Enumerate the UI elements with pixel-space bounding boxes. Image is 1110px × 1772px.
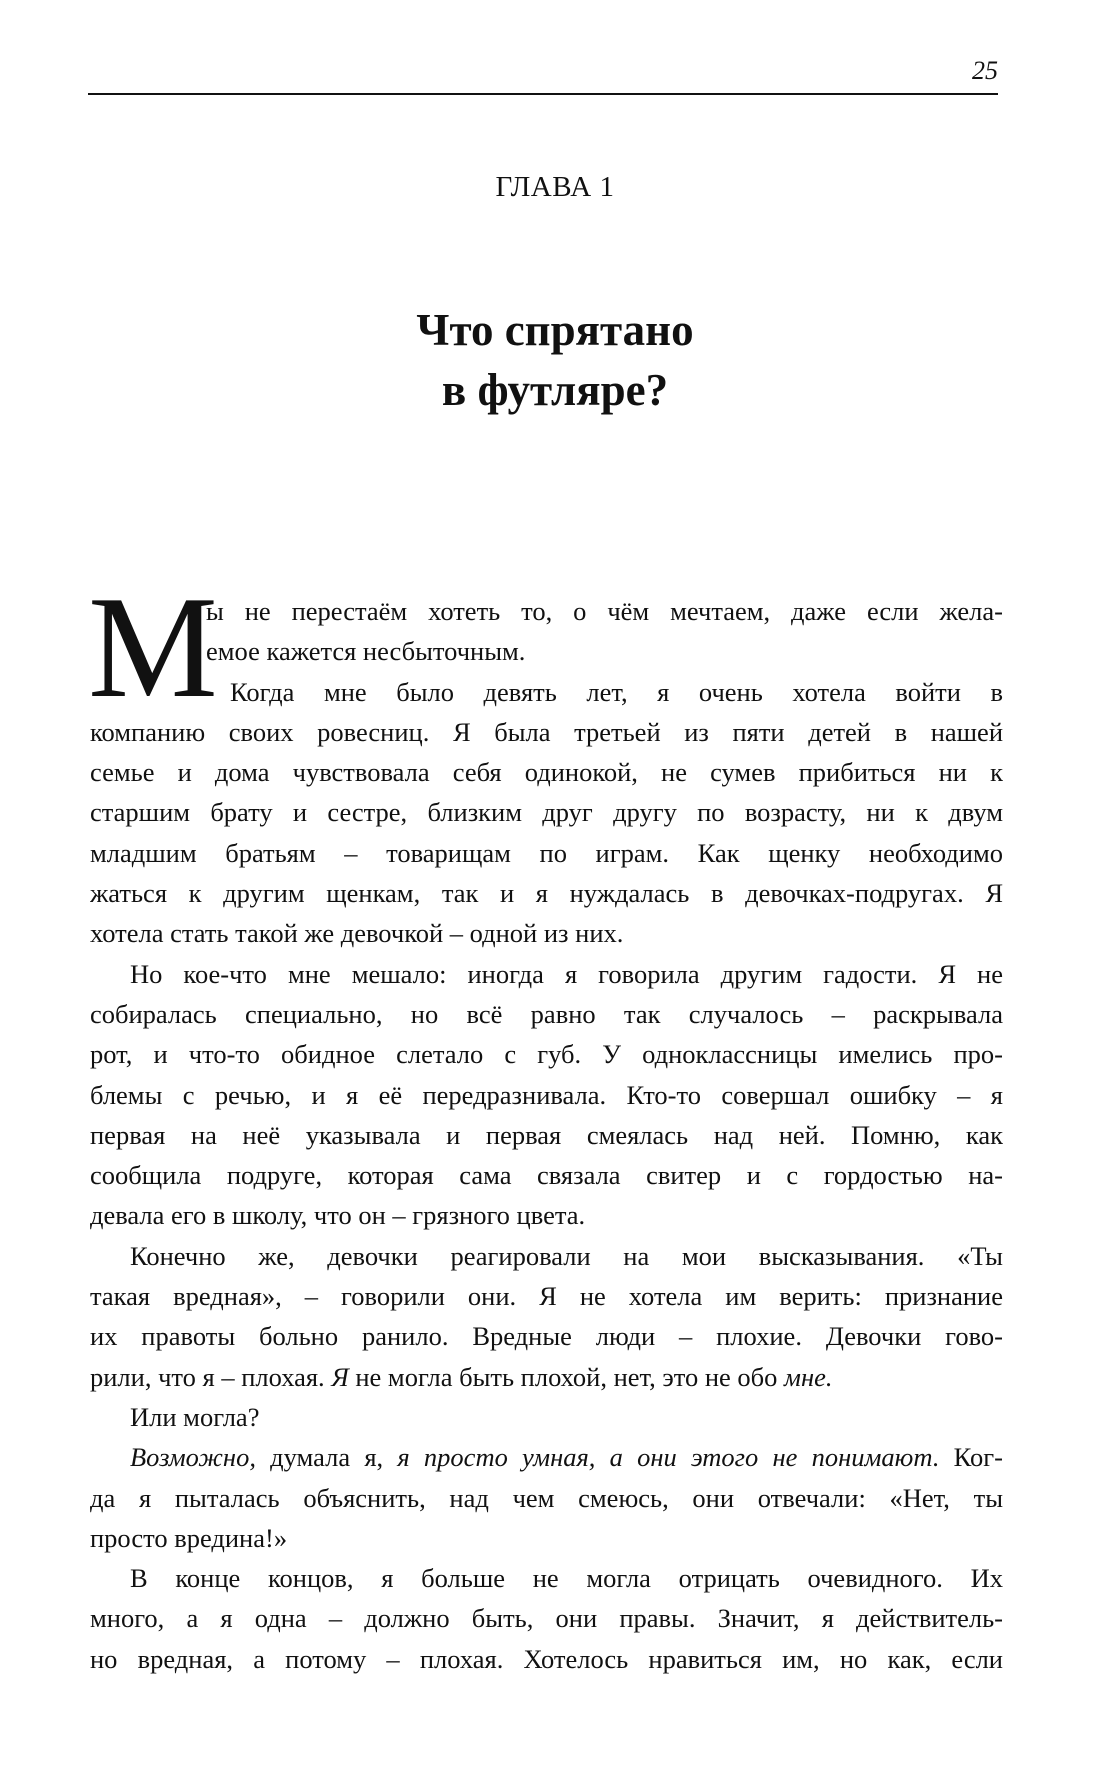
text-line: такая вредная», – говорили они. Я не хотела им верить: признание xyxy=(90,1281,1003,1312)
text-line: емое кажется несбыточным. xyxy=(206,636,526,667)
text-line: блемы с речью, и я её передразнивала. Кто-то совершал ошибку – я xyxy=(90,1079,1003,1110)
text-line: просто вредина!» xyxy=(90,1522,288,1553)
text-line: Но кое-что мне мешало: иногда я говорила другим гадости. Я не xyxy=(130,958,1003,989)
page-number: 25 xyxy=(972,56,998,85)
text-line: Конечно же, девочки реагировали на мои высказывания. «Ты xyxy=(130,1240,1003,1271)
chapter-title xyxy=(0,300,1110,420)
text-line: рот, и что-то обидное слетало с губ. У одноклассницы имелись про- xyxy=(90,1039,1003,1070)
text-line: Когда мне было девять лет, я очень хотела войти в xyxy=(230,676,1003,707)
text-line: первая на неё указывала и первая смеялась над ней. Помню, как xyxy=(90,1119,1003,1150)
text-line: семье и дома чувствовала себя одинокой, не сумев прибиться ни к xyxy=(90,757,1003,788)
text-line-mixed: рили, что я – плохая. Я не могла быть плохой, нет, это не обо мне. xyxy=(90,1361,833,1392)
text-line: ы не перестаём хотеть то, о чём мечтаем, даже если жела- xyxy=(206,596,1003,626)
text-line: сообщила подруге, которая сама связала свитер и с гордостью на- xyxy=(90,1160,1003,1191)
chapter-label: ГЛАВА 1 xyxy=(495,171,615,203)
chapter-title-line-1: Что спрятано xyxy=(416,305,694,355)
text-line: старшим брату и сестре, близким друг другу по возрасту, ни к двум xyxy=(90,797,1003,828)
text-line: много, а я одна – должно быть, они правы. Значит, я действитель- xyxy=(90,1603,1003,1634)
chapter-title-line-2: в футляре? xyxy=(441,365,669,415)
body-text xyxy=(88,566,1003,1679)
text-line: В конце концов, я больше не могла отрицать очевидного. Их xyxy=(130,1563,1003,1594)
text-line: да я пыталась объяснить, над чем смеюсь, они отвечали: «Нет, ты xyxy=(90,1482,1003,1513)
text-line: но вредная, а потому – плохая. Хотелось нравиться им, но как, если xyxy=(90,1643,1003,1674)
text-line: компанию своих ровесниц. Я была третьей из пяти детей в нашей xyxy=(90,716,1003,747)
text-line: девала его в школу, что он – грязного цвета. xyxy=(90,1200,586,1231)
text-line-mixed: Возможно, думала я, я просто умная, а они этого не понимают. Ког- xyxy=(130,1442,1003,1473)
text-line: младшим братьям – товарищам по играм. Как щенку необходимо xyxy=(90,837,1003,868)
text-line: Или могла? xyxy=(130,1401,260,1432)
text-line: собиралась специально, но всё равно так случалось – раскрывала xyxy=(90,998,1003,1029)
header-rule xyxy=(88,93,998,95)
text-line: их правоты больно ранило. Вредные люди – плохие. Девочки гово- xyxy=(90,1321,1003,1352)
text-line: жаться к другим щенкам, так и я нуждалась в девочках-подругах. Я xyxy=(90,878,1003,909)
text-line: хотела стать такой же девочкой – одной из них. xyxy=(90,918,624,949)
running-head xyxy=(88,56,998,96)
drop-cap: М xyxy=(88,566,218,728)
